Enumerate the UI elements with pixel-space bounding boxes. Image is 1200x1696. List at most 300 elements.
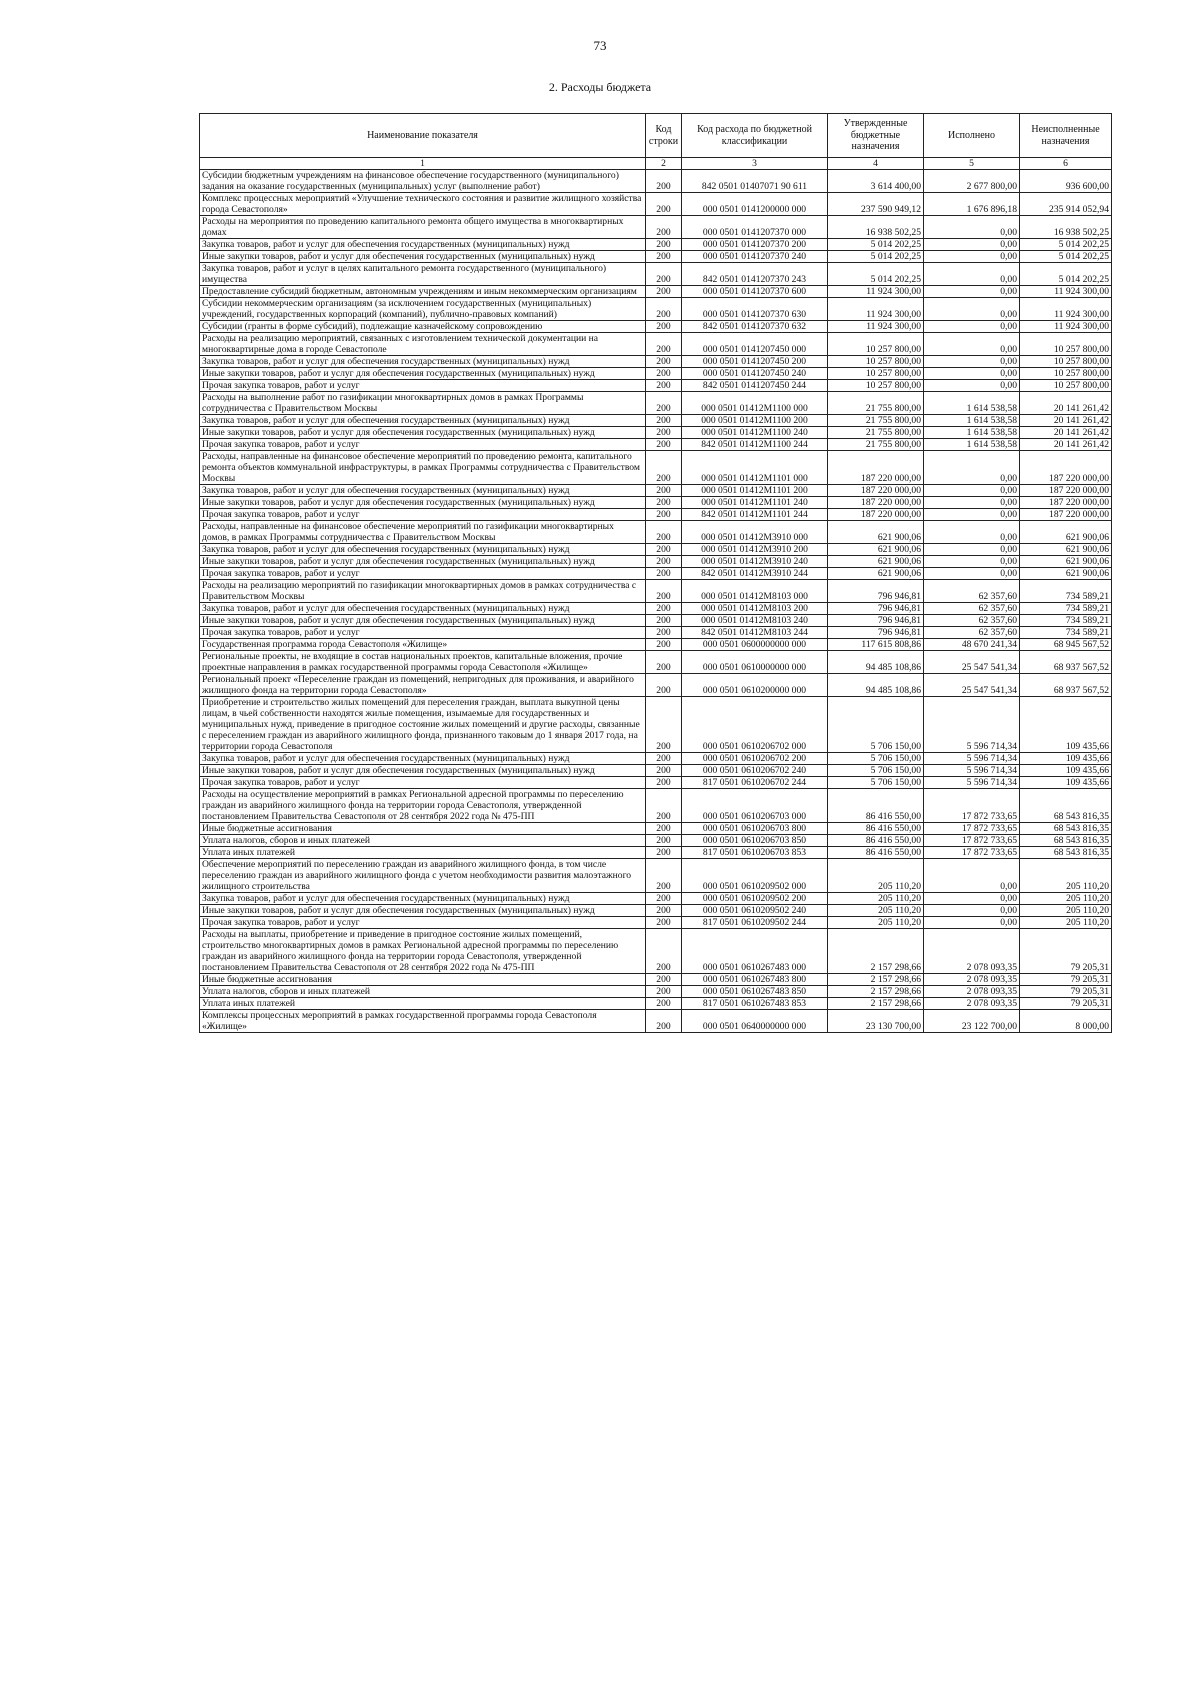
row-approved: 21 755 800,00	[828, 415, 924, 427]
row-unexecuted: 205 110,20	[1020, 905, 1112, 917]
row-unexecuted: 11 924 300,00	[1020, 298, 1112, 321]
row-executed: 0,00	[924, 485, 1020, 497]
row-approved: 205 110,20	[828, 893, 924, 905]
row-approved: 5 706 150,00	[828, 765, 924, 777]
table-row	[200, 392, 1112, 415]
row-approved: 2 157 298,66	[828, 929, 924, 974]
row-name: Расходы на выплаты, приобретение и приведение в пригодное состояние жилых помещений, строительство многоквартирных домов в рамках Региональной адресной программы по переселению граждан из аварийного жилищного фонда на территории города Севастополя, утвержденной постановлением Правительства Севастополя от 28 сентября 2022 года № 475-ПП	[200, 929, 646, 974]
row-kbk: 842 0501 01412M1101 244	[682, 509, 828, 521]
row-kbk: 000 0501 01412M3910 240	[682, 556, 828, 568]
row-kbk: 000 0501 0610206702 000	[682, 697, 828, 753]
row-executed: 0,00	[924, 333, 1020, 356]
table-row	[200, 615, 1112, 627]
table-row	[200, 321, 1112, 333]
row-name: Региональные проекты, не входящие в состав национальных проектов, капитальные вложения, прочие проектные направления в рамках государственной программы города Севастополя «Жилище»	[200, 651, 646, 674]
row-code: 200	[646, 451, 682, 485]
row-name: Расходы на выполнение работ по газификации многоквартирных домов в рамках Программы сотрудничества с Правительством Москвы	[200, 392, 646, 415]
row-code: 200	[646, 835, 682, 847]
row-name: Иные закупки товаров, работ и услуг для обеспечения государственных (муниципальных) нужд	[200, 497, 646, 509]
row-executed: 0,00	[924, 251, 1020, 263]
row-approved: 5 014 202,25	[828, 239, 924, 251]
row-executed: 2 078 093,35	[924, 974, 1020, 986]
row-name: Закупка товаров, работ и услуг в целях капитального ремонта государственного (муниципального) имущества	[200, 263, 646, 286]
row-kbk: 000 0501 0610267483 000	[682, 929, 828, 974]
row-name: Уплата налогов, сборов и иных платежей	[200, 835, 646, 847]
row-code: 200	[646, 998, 682, 1010]
row-executed: 2 078 093,35	[924, 986, 1020, 998]
row-unexecuted: 10 257 800,00	[1020, 356, 1112, 368]
row-code: 200	[646, 674, 682, 697]
row-code: 200	[646, 216, 682, 239]
row-name: Прочая закупка товаров, работ и услуг	[200, 380, 646, 392]
table-row	[200, 497, 1112, 509]
row-kbk: 817 0501 0610209502 244	[682, 917, 828, 929]
row-kbk: 000 0501 01412M8103 240	[682, 615, 828, 627]
row-unexecuted: 10 257 800,00	[1020, 368, 1112, 380]
row-unexecuted: 187 220 000,00	[1020, 497, 1112, 509]
row-unexecuted: 205 110,20	[1020, 893, 1112, 905]
header-kbk: Код расхода по бюджетной классификации	[682, 114, 828, 158]
column-number: 3	[682, 158, 828, 170]
row-approved: 23 130 700,00	[828, 1010, 924, 1033]
row-approved: 86 416 550,00	[828, 823, 924, 835]
table-row	[200, 905, 1112, 917]
row-unexecuted: 79 205,31	[1020, 929, 1112, 974]
row-code: 200	[646, 823, 682, 835]
row-name: Иные закупки товаров, работ и услуг для обеспечения государственных (муниципальных) нужд	[200, 556, 646, 568]
row-approved: 205 110,20	[828, 917, 924, 929]
table-row	[200, 777, 1112, 789]
table-row	[200, 835, 1112, 847]
row-unexecuted: 734 589,21	[1020, 615, 1112, 627]
row-approved: 21 755 800,00	[828, 392, 924, 415]
row-unexecuted: 187 220 000,00	[1020, 485, 1112, 497]
row-name: Иные закупки товаров, работ и услуг для обеспечения государственных (муниципальных) нужд	[200, 251, 646, 263]
row-unexecuted: 205 110,20	[1020, 859, 1112, 893]
row-executed: 0,00	[924, 556, 1020, 568]
row-approved: 187 220 000,00	[828, 485, 924, 497]
row-code: 200	[646, 263, 682, 286]
row-approved: 5 706 150,00	[828, 777, 924, 789]
row-executed: 23 122 700,00	[924, 1010, 1020, 1033]
row-kbk: 000 0501 0610206703 800	[682, 823, 828, 835]
row-kbk: 000 0501 01412M1101 000	[682, 451, 828, 485]
row-kbk: 000 0501 0141207370 200	[682, 239, 828, 251]
row-approved: 10 257 800,00	[828, 368, 924, 380]
row-kbk: 817 0501 0610267483 853	[682, 998, 828, 1010]
table-row	[200, 521, 1112, 544]
row-kbk: 842 0501 01407071 90 611	[682, 170, 828, 193]
table-row	[200, 509, 1112, 521]
row-name: Приобретение и строительство жилых помещений для переселения граждан, выплата выкупной цены лицам, в чьей собственности находятся жилые помещения, изымаемые для государственных и муниципальных нужд, приведение в пригодное состояние жилых помещений и другие расходы, связанные с переселением граждан из аварийного жилищного фонда, признанного таковым до 1 января 2017 года, на территории города Севастополя	[200, 697, 646, 753]
table-row	[200, 298, 1112, 321]
row-kbk: 842 0501 01412M3910 244	[682, 568, 828, 580]
row-name: Закупка товаров, работ и услуг для обеспечения государственных (муниципальных) нужд	[200, 544, 646, 556]
row-kbk: 817 0501 0610206702 244	[682, 777, 828, 789]
row-kbk: 000 0501 01412M8103 200	[682, 603, 828, 615]
row-approved: 796 946,81	[828, 615, 924, 627]
row-kbk: 000 0501 01412M1101 200	[682, 485, 828, 497]
row-executed: 2 078 093,35	[924, 998, 1020, 1010]
row-name: Прочая закупка товаров, работ и услуг	[200, 627, 646, 639]
row-kbk: 000 0501 0610206702 240	[682, 765, 828, 777]
row-code: 200	[646, 485, 682, 497]
table-row	[200, 765, 1112, 777]
row-unexecuted: 11 924 300,00	[1020, 286, 1112, 298]
row-name: Иные закупки товаров, работ и услуг для обеспечения государственных (муниципальных) нужд	[200, 615, 646, 627]
row-executed: 2 078 093,35	[924, 929, 1020, 974]
row-approved: 94 485 108,86	[828, 674, 924, 697]
row-code: 200	[646, 356, 682, 368]
table-row	[200, 356, 1112, 368]
table-row	[200, 823, 1112, 835]
row-code: 200	[646, 509, 682, 521]
row-kbk: 000 0501 0141207370 630	[682, 298, 828, 321]
row-approved: 5 014 202,25	[828, 263, 924, 286]
row-unexecuted: 235 914 052,94	[1020, 193, 1112, 216]
row-name: Расходы на мероприятия по проведению капитального ремонта общего имущества в многоквартирных домах	[200, 216, 646, 239]
row-executed: 62 357,60	[924, 603, 1020, 615]
row-code: 200	[646, 905, 682, 917]
row-unexecuted: 109 435,66	[1020, 697, 1112, 753]
row-code: 200	[646, 615, 682, 627]
row-code: 200	[646, 497, 682, 509]
row-approved: 796 946,81	[828, 580, 924, 603]
row-unexecuted: 20 141 261,42	[1020, 392, 1112, 415]
row-code: 200	[646, 556, 682, 568]
row-name: Закупка товаров, работ и услуг для обеспечения государственных (муниципальных) нужд	[200, 356, 646, 368]
row-code: 200	[646, 321, 682, 333]
column-number: 1	[200, 158, 646, 170]
row-name: Прочая закупка товаров, работ и услуг	[200, 568, 646, 580]
row-executed: 0,00	[924, 917, 1020, 929]
row-unexecuted: 8 000,00	[1020, 1010, 1112, 1033]
row-code: 200	[646, 415, 682, 427]
row-kbk: 842 0501 01412M8103 244	[682, 627, 828, 639]
row-code: 200	[646, 170, 682, 193]
row-code: 200	[646, 847, 682, 859]
row-unexecuted: 205 110,20	[1020, 917, 1112, 929]
row-executed: 0,00	[924, 905, 1020, 917]
row-kbk: 000 0501 01412M1101 240	[682, 497, 828, 509]
row-executed: 0,00	[924, 263, 1020, 286]
header-unexecuted: Неисполненные назначения	[1020, 114, 1112, 158]
row-kbk: 000 0501 0610209502 000	[682, 859, 828, 893]
row-code: 200	[646, 974, 682, 986]
row-approved: 16 938 502,25	[828, 216, 924, 239]
row-code: 200	[646, 893, 682, 905]
column-number: 5	[924, 158, 1020, 170]
row-kbk: 000 0501 0610200000 000	[682, 674, 828, 697]
row-unexecuted: 5 014 202,25	[1020, 251, 1112, 263]
header-name: Наименование показателя	[200, 114, 646, 158]
row-code: 200	[646, 439, 682, 451]
row-unexecuted: 187 220 000,00	[1020, 451, 1112, 485]
row-executed: 25 547 541,34	[924, 674, 1020, 697]
row-kbk: 000 0501 01412M3910 200	[682, 544, 828, 556]
row-kbk: 000 0501 01412M8103 000	[682, 580, 828, 603]
row-name: Закупка товаров, работ и услуг для обеспечения государственных (муниципальных) нужд	[200, 485, 646, 497]
row-unexecuted: 11 924 300,00	[1020, 321, 1112, 333]
header-code: Код строки	[646, 114, 682, 158]
row-kbk: 000 0501 0610206702 200	[682, 753, 828, 765]
row-approved: 205 110,20	[828, 905, 924, 917]
row-executed: 0,00	[924, 356, 1020, 368]
row-executed: 17 872 733,65	[924, 823, 1020, 835]
table-row	[200, 697, 1112, 753]
row-unexecuted: 68 543 816,35	[1020, 823, 1112, 835]
row-executed: 0,00	[924, 893, 1020, 905]
row-approved: 2 157 298,66	[828, 974, 924, 986]
row-name: Иные закупки товаров, работ и услуг для обеспечения государственных (муниципальных) нужд	[200, 427, 646, 439]
row-code: 200	[646, 392, 682, 415]
row-name: Уплата иных платежей	[200, 847, 646, 859]
table-row	[200, 368, 1112, 380]
row-unexecuted: 109 435,66	[1020, 753, 1112, 765]
row-executed: 5 596 714,34	[924, 765, 1020, 777]
row-name: Прочая закупка товаров, работ и услуг	[200, 509, 646, 521]
row-approved: 621 900,06	[828, 556, 924, 568]
row-approved: 237 590 949,12	[828, 193, 924, 216]
table-row	[200, 998, 1112, 1010]
row-code: 200	[646, 859, 682, 893]
table-row	[200, 427, 1112, 439]
row-approved: 5 014 202,25	[828, 251, 924, 263]
row-executed: 0,00	[924, 451, 1020, 485]
row-executed: 1 614 538,58	[924, 427, 1020, 439]
row-name: Обеспечение мероприятий по переселению граждан из аварийного жилищного фонда, в том числе переселению граждан из аварийного жилищного фонда с учетом необходимости развития малоэтажного жилищного строительства	[200, 859, 646, 893]
row-kbk: 000 0501 0141207370 240	[682, 251, 828, 263]
row-name: Закупка товаров, работ и услуг для обеспечения государственных (муниципальных) нужд	[200, 753, 646, 765]
table-row	[200, 859, 1112, 893]
table-row	[200, 651, 1112, 674]
row-kbk: 000 0501 0610267483 800	[682, 974, 828, 986]
row-name: Иные закупки товаров, работ и услуг для обеспечения государственных (муниципальных) нужд	[200, 765, 646, 777]
row-name: Расходы на осуществление мероприятий в рамках Региональной адресной программы по переселению граждан из аварийного жилищного фонда на территории города Севастополя, утвержденной постановлением Правительства Севастополя от 28 сентября 2022 года № 475-ПП	[200, 789, 646, 823]
row-code: 200	[646, 627, 682, 639]
row-unexecuted: 68 937 567,52	[1020, 674, 1112, 697]
row-kbk: 000 0501 0600000000 000	[682, 639, 828, 651]
row-name: Прочая закупка товаров, работ и услуг	[200, 777, 646, 789]
row-kbk: 000 0501 01412M1100 000	[682, 392, 828, 415]
row-approved: 621 900,06	[828, 521, 924, 544]
row-name: Уплата иных платежей	[200, 998, 646, 1010]
row-executed: 0,00	[924, 368, 1020, 380]
row-kbk: 000 0501 0141207450 200	[682, 356, 828, 368]
row-unexecuted: 20 141 261,42	[1020, 427, 1112, 439]
row-name: Прочая закупка товаров, работ и услуг	[200, 439, 646, 451]
row-name: Субсидии бюджетным учреждениям на финансовое обеспечение государственного (муниципального) задания на оказание государственных (муниципальных) услуг (выполнение работ)	[200, 170, 646, 193]
row-executed: 5 596 714,34	[924, 697, 1020, 753]
table-row	[200, 333, 1112, 356]
row-approved: 10 257 800,00	[828, 380, 924, 392]
row-executed: 62 357,60	[924, 627, 1020, 639]
header-approved: Утвержденные бюджетные назначения	[828, 114, 924, 158]
row-name: Расходы на реализацию мероприятий, связанных с изготовлением технической документации на многоквартирные дома в городе Севастополе	[200, 333, 646, 356]
column-number: 4	[828, 158, 924, 170]
row-name: Субсидии (гранты в форме субсидий), подлежащие казначейскому сопровождению	[200, 321, 646, 333]
row-kbk: 000 0501 01412M1100 200	[682, 415, 828, 427]
row-name: Закупка товаров, работ и услуг для обеспечения государственных (муниципальных) нужд	[200, 603, 646, 615]
row-unexecuted: 734 589,21	[1020, 627, 1112, 639]
table-row	[200, 789, 1112, 823]
row-name: Расходы на реализацию мероприятий по газификации многоквартирных домов в рамках сотрудничества с Правительством Москвы	[200, 580, 646, 603]
row-approved: 796 946,81	[828, 627, 924, 639]
row-unexecuted: 68 937 567,52	[1020, 651, 1112, 674]
row-unexecuted: 936 600,00	[1020, 170, 1112, 193]
row-name: Уплата налогов, сборов и иных платежей	[200, 986, 646, 998]
table-row	[200, 439, 1112, 451]
row-kbk: 000 0501 0141200000 000	[682, 193, 828, 216]
table-row	[200, 251, 1112, 263]
row-kbk: 000 0501 0141207450 000	[682, 333, 828, 356]
row-code: 200	[646, 380, 682, 392]
row-unexecuted: 68 543 816,35	[1020, 835, 1112, 847]
table-row	[200, 974, 1112, 986]
row-code: 200	[646, 193, 682, 216]
row-executed: 0,00	[924, 544, 1020, 556]
row-kbk: 000 0501 0610000000 000	[682, 651, 828, 674]
row-executed: 0,00	[924, 216, 1020, 239]
table-row	[200, 239, 1112, 251]
row-approved: 621 900,06	[828, 544, 924, 556]
row-kbk: 842 0501 0141207370 243	[682, 263, 828, 286]
row-approved: 2 157 298,66	[828, 986, 924, 998]
row-approved: 796 946,81	[828, 603, 924, 615]
table-row	[200, 986, 1112, 998]
row-unexecuted: 79 205,31	[1020, 998, 1112, 1010]
row-code: 200	[646, 251, 682, 263]
row-approved: 117 615 808,86	[828, 639, 924, 651]
table-row	[200, 580, 1112, 603]
table-row	[200, 1010, 1112, 1033]
row-unexecuted: 68 543 816,35	[1020, 789, 1112, 823]
row-executed: 0,00	[924, 859, 1020, 893]
row-unexecuted: 109 435,66	[1020, 765, 1112, 777]
table-row	[200, 485, 1112, 497]
row-unexecuted: 621 900,06	[1020, 556, 1112, 568]
row-executed: 25 547 541,34	[924, 651, 1020, 674]
row-code: 200	[646, 917, 682, 929]
row-unexecuted: 621 900,06	[1020, 544, 1112, 556]
table-row	[200, 556, 1112, 568]
row-approved: 5 706 150,00	[828, 697, 924, 753]
row-kbk: 000 0501 0141207450 240	[682, 368, 828, 380]
row-code: 200	[646, 929, 682, 974]
section-title: 2. Расходы бюджета	[548, 80, 652, 94]
table-row	[200, 380, 1112, 392]
row-kbk: 842 0501 01412M1100 244	[682, 439, 828, 451]
row-code: 200	[646, 789, 682, 823]
row-approved: 2 157 298,66	[828, 998, 924, 1010]
table-row	[200, 544, 1112, 556]
row-kbk: 000 0501 0610267483 850	[682, 986, 828, 998]
column-number: 6	[1020, 158, 1112, 170]
row-executed: 0,00	[924, 380, 1020, 392]
table-row	[200, 568, 1112, 580]
table-row	[200, 193, 1112, 216]
column-number-row	[200, 158, 1112, 170]
row-approved: 187 220 000,00	[828, 451, 924, 485]
row-approved: 94 485 108,86	[828, 651, 924, 674]
row-name: Иные закупки товаров, работ и услуг для обеспечения государственных (муниципальных) нужд	[200, 368, 646, 380]
row-kbk: 000 0501 0610209502 200	[682, 893, 828, 905]
row-approved: 11 924 300,00	[828, 286, 924, 298]
row-unexecuted: 16 938 502,25	[1020, 216, 1112, 239]
row-executed: 5 596 714,34	[924, 777, 1020, 789]
row-code: 200	[646, 753, 682, 765]
row-unexecuted: 79 205,31	[1020, 974, 1112, 986]
row-approved: 205 110,20	[828, 859, 924, 893]
row-executed: 0,00	[924, 509, 1020, 521]
row-name: Иные бюджетные ассигнования	[200, 823, 646, 835]
row-approved: 86 416 550,00	[828, 835, 924, 847]
row-kbk: 842 0501 0141207370 632	[682, 321, 828, 333]
table-row	[200, 263, 1112, 286]
row-executed: 1 676 896,18	[924, 193, 1020, 216]
table-row	[200, 929, 1112, 974]
row-approved: 21 755 800,00	[828, 439, 924, 451]
row-approved: 5 706 150,00	[828, 753, 924, 765]
row-executed: 1 614 538,58	[924, 392, 1020, 415]
row-code: 200	[646, 333, 682, 356]
row-unexecuted: 10 257 800,00	[1020, 380, 1112, 392]
row-approved: 11 924 300,00	[828, 298, 924, 321]
row-approved: 10 257 800,00	[828, 333, 924, 356]
row-executed: 0,00	[924, 568, 1020, 580]
row-unexecuted: 5 014 202,25	[1020, 263, 1112, 286]
row-unexecuted: 20 141 261,42	[1020, 439, 1112, 451]
table-row	[200, 893, 1112, 905]
row-kbk: 000 0501 0610206703 850	[682, 835, 828, 847]
row-executed: 62 357,60	[924, 580, 1020, 603]
row-code: 200	[646, 298, 682, 321]
row-name: Расходы, направленные на финансовое обеспечение мероприятий по проведению ремонта, капитального ремонта объектов коммунальной инфраструктуры, в рамках Программы сотрудничества с Правительством Москвы	[200, 451, 646, 485]
row-executed: 0,00	[924, 521, 1020, 544]
row-kbk: 817 0501 0610206703 853	[682, 847, 828, 859]
row-code: 200	[646, 521, 682, 544]
row-unexecuted: 734 589,21	[1020, 580, 1112, 603]
table-row	[200, 603, 1112, 615]
row-executed: 1 614 538,58	[924, 415, 1020, 427]
table-row	[200, 415, 1112, 427]
page-number: 73	[593, 38, 607, 53]
row-code: 200	[646, 580, 682, 603]
row-code: 200	[646, 765, 682, 777]
row-unexecuted: 5 014 202,25	[1020, 239, 1112, 251]
row-unexecuted: 68 945 567,52	[1020, 639, 1112, 651]
row-name: Государственная программа города Севастополя «Жилище»	[200, 639, 646, 651]
table-row	[200, 451, 1112, 485]
row-code: 200	[646, 986, 682, 998]
row-unexecuted: 10 257 800,00	[1020, 333, 1112, 356]
row-unexecuted: 187 220 000,00	[1020, 509, 1112, 521]
row-executed: 17 872 733,65	[924, 789, 1020, 823]
row-executed: 0,00	[924, 239, 1020, 251]
row-unexecuted: 109 435,66	[1020, 777, 1112, 789]
row-name: Закупка товаров, работ и услуг для обеспечения государственных (муниципальных) нужд	[200, 415, 646, 427]
row-approved: 187 220 000,00	[828, 497, 924, 509]
row-executed: 0,00	[924, 298, 1020, 321]
row-approved: 10 257 800,00	[828, 356, 924, 368]
row-executed: 2 677 800,00	[924, 170, 1020, 193]
row-kbk: 000 0501 0610209502 240	[682, 905, 828, 917]
row-code: 200	[646, 368, 682, 380]
row-name: Прочая закупка товаров, работ и услуг	[200, 917, 646, 929]
row-kbk: 000 0501 01412M1100 240	[682, 427, 828, 439]
row-executed: 17 872 733,65	[924, 835, 1020, 847]
row-code: 200	[646, 544, 682, 556]
